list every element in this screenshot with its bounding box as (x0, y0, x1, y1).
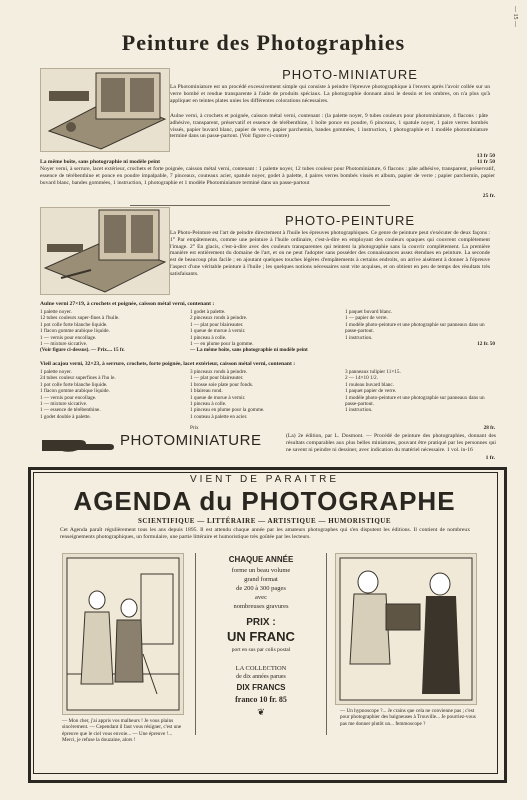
peinture-box-2-col1 (40, 369, 190, 420)
list-item: — La même boîte, sans photographie ni modèle peint (190, 347, 308, 354)
agenda-intro: Cet Agenda paraît régulièrement tous les ans depuis 1895. Il est attendu chaque année par les amateurs photographes qui s'en disputent les éditions. Il contient de nombreux renseignements photographiques, un formulaire, une partie littéraire et humoristique très goûtée par les lecteurs. (60, 527, 470, 540)
list-item: 1 palette noyer. (40, 369, 72, 375)
list-item: 1 — plat pour blaireauter. (190, 321, 244, 328)
agenda-offer-panel (195, 553, 327, 735)
list-item: 2 — 14×10 1/2. (345, 375, 378, 382)
peinture-box-1-col3 (345, 309, 495, 347)
left-cartoon-caption: — Mon cher, j'ai appris vos malheurs ! Je vous plains sincèrement. — Cependant il faut vous résigner, c'est une épreuve que le ciel vous envoie... — Une épreuve !... Merci, je refuse la douzaine, alors ! (62, 718, 182, 744)
agenda-title: AGENDA du PHOTOGRAPHE (73, 486, 456, 516)
collection-price: franco 10 fr. 85 (235, 695, 287, 704)
list-item: 1 pot colle forte blanche liquide. (40, 321, 108, 328)
list-item: 12 fr. 50 (477, 341, 495, 348)
offer-line: CHAQUE ANNÉE (228, 555, 294, 564)
list-item: 1 instruction. (345, 334, 373, 341)
price-label: Prix (190, 425, 199, 431)
list-item: 1 queue de morue à vernir. (190, 328, 246, 335)
list-item: 1 flacon gomme arabique liquide. (40, 388, 110, 395)
page-title: Peinture des Photographies (121, 30, 406, 55)
list-item: 1 godet double à palette. (40, 413, 91, 420)
price-value: 28 fr. (483, 425, 495, 431)
offer-line: avec (255, 594, 267, 601)
photo-miniature-intro: La Photominiature est un procédé excessivement simple qui consiste à peindre l'épreuve photographique à l'envers après l'avoir collée sur un verre bombé et rendue transparente à l'aide de produits spéciaux. La photographie donnant ainsi le dessin et les ombres, on n'a plus qu'à appliquer en teintes plates unies les différentes colorations nécessaires. (170, 84, 490, 104)
list-item: 1 paquet papier de verre. (345, 388, 397, 395)
photo-miniature-item-1-price: 13 fr 50 (476, 153, 495, 159)
offer-line: nombreuses gravures (233, 603, 289, 610)
peinture-box-2-heading: Vieil acajou verni, 32×23, à serrure, crochets, forte poignée, lacet extérieur, caisson métal verni, contenant : (40, 361, 296, 367)
agenda-banner: VIENT DE PARAITRE (190, 474, 339, 485)
list-item: 1 — mixture siccative. (40, 401, 88, 408)
peinture-box-2-col2 (190, 369, 345, 420)
list-item: 1 — papier de verre. (345, 315, 388, 322)
price-note: port en sus par colis postal (231, 647, 291, 653)
list-item: 1 flacon gomme arabique liquide. (40, 328, 110, 335)
list-item: 1 — vernis pour encollage. (40, 394, 97, 401)
peinture-box-1-col2 (190, 309, 345, 354)
list-item: 1 — plat pour blaireauter. (190, 375, 244, 382)
book-title: PHOTOMINIATURE (120, 432, 262, 449)
price-value: UN FRANC (227, 629, 295, 644)
collection-line: LA COLLECTION (235, 665, 287, 672)
photo-miniature-item-2-price: 11 fr 50 (477, 159, 495, 165)
list-item: 1 pot colle forte blanche liquide. (40, 381, 108, 388)
list-item: 1 paquet buvard blanc. (345, 309, 393, 315)
offer-line: de 200 à 300 pages (236, 585, 286, 592)
right-cartoon-caption: — Un hypnoscope ?... Je crains que cela ne convienne pas ; c'est pour photographier des baigneuses à Trouville... Je pourriez-vous pas me donner plutôt un... femmoscope ? (340, 708, 476, 727)
list-item: 24 tubes couleur superfines à l'hu le. (40, 375, 116, 382)
offer-line: grand format (244, 576, 278, 583)
list-item: 1 couteau à palette en acier. (190, 413, 248, 420)
list-item: 2 pinceaux ronds à peindre. (190, 315, 248, 322)
peinture-box-2-col3 (345, 369, 495, 414)
peinture-box-illustration (40, 207, 170, 295)
section-heading-photo-miniature: PHOTO-MINIATURE (282, 67, 418, 82)
section-heading-photo-peinture: PHOTO-PEINTURE (284, 213, 416, 228)
list-item: 1 modèle photo-peinture et une photographie sur panneaux dans un passe-partout. (345, 321, 485, 335)
list-item: 1 queue de morue à vernir. (190, 394, 246, 401)
collection-line: de dix années parues (236, 674, 286, 680)
page-number: — 15 — (512, 6, 518, 27)
photo-miniature-item-2: La même boîte, sans photographie ni modèle peint (40, 159, 160, 165)
peinture-box-2-price-line (190, 425, 495, 431)
price-label: PRIX : (246, 617, 276, 628)
peinture-box-1-col1 (40, 309, 190, 354)
photo-miniature-item-3-price: 25 fr. (482, 193, 495, 199)
book-price: 1 fr. (485, 455, 495, 461)
list-item: 1 modèle photo-peinture et une photographie sur panneaux dans un passe-partout. (345, 394, 485, 408)
list-item: 1 palette noyer. (40, 309, 72, 315)
list-item: 12 tubes couleurs super-fines à l'huile. (40, 315, 120, 322)
list-item: 1 rouleau buvard blanc. (345, 381, 394, 388)
photo-miniature-item-3: Noyer verni, à serrure, lacet extérieur, crochets et forte poignée, caisson métal verni, contenant : 1 palette noyer, 12 tubes couleur pour Photominiature, 6 flacons : pâte adhésive, transparent, préservatif, essence de térébenthine et ponce en poudre impalpable, 7 pinceaux, couteaux acier, spatule noyer, godet à palette, 4 paires verres bombés vissés et album, papier de verre ; papier parchemin, papier buvard blanc, bandes gommées, 1 instruction, 1 photographie et 1 modèle Photominiature terminé dans un passe-partout (40, 166, 495, 186)
list-item: 1 pinceau à colle. (190, 401, 227, 408)
agenda-subtitle: SCIENTIFIQUE — LITTÉRAIRE — ARTISTIQUE — HUMORISTIQUE (137, 517, 392, 525)
list-item: 1 — vernis pour encollage. (40, 334, 97, 341)
list-item: 1 brosse soie plate pour fonds. (190, 381, 254, 388)
right-cartoon-illustration (335, 553, 477, 705)
ornament-icon: ❦ (257, 707, 265, 717)
section-divider (130, 205, 390, 206)
offer-line: forme un beau volume (231, 567, 291, 574)
photo-miniature-item-1: Aulne verni, à crochets et poignée, caisson métal verni, contenant : (la palette noyer, 9 tubes couleurs pour photominiature, 4 flacons : pâte adhésive, transparent, préservatif et essence de térébenthine, 1 boîte ponce en poudre, 6 pinceaux, 1 spatule noyer, 1 paire verres bombés vissés, papier buvard blanc, papier de verre, papier parchemin, bandes gommées, 1 instruction, 1 photographie et 1 modèle photominiature terminé dans un passe-partout. (Voir figure ci-contre) (170, 113, 488, 140)
miniature-box-illustration (40, 68, 170, 152)
list-item: 1 pinceau en plume pour la gomme. (190, 407, 265, 414)
list-item: 1 — mixture siccative. (40, 341, 88, 348)
pointing-hand-icon (40, 434, 115, 454)
peinture-box-1-heading: Aulne verni 27×19, à crochets et poignée, caisson métal verni, contenant : (40, 301, 215, 307)
list-item: 3 panneaux tulipier 11×15. (345, 369, 401, 375)
book-description: (La) 2e édition, par L. Dosmont. — Procédé de peinture des photographies, donnant des résultats comparables aux plus belles miniatures, pouvant être pratiqué par les personnes qui ne savent ni peindre ni dessiner, avec indication du matériel nécessaire. 1 vol. in-16 (286, 433, 496, 453)
list-item: (Voir figure ci-dessus). — Prix.... 15 fr. (40, 347, 125, 354)
list-item: 1 godet à palette. (190, 309, 226, 315)
list-item: 1 — en plume pour la gomme. (190, 341, 254, 348)
list-item: 3 pinceaux ronds à peindre. (190, 369, 248, 375)
photo-peinture-intro: La Photo-Peinture est l'art de peindre directement à l'huile les épreuves photographiques. Ce genre de peinture peut s'exécuter de deux façons : 1° Par empâtements, comme une peinture à l'huile ordinaire, c'est-à-dire en employant des couleurs opaques qui couvrent complètement l'image. 2° En glacis, c'est-à-dire avec des couleurs transparentes qui teintent la photographie sans la couvrir complètement. La première manière est entièrement du domaine de l'art, et on ne peut l'adopter sans posséder des connaissances assez étendues en peinture. La seconde est de beaucoup plus facile ; en ajoutant quelques touches légères d'empâtements à certains endroits, on arrive aisément à donner à l'épreuve l'aspect d'une véritable peinture à l'huile ; les quelques notions nécessaires sont vite acquises, et on obtient en peu de temps des résultats très satisfaisants. (170, 230, 490, 277)
collection-line: DIX FRANCS (236, 683, 286, 692)
left-cartoon-illustration (62, 553, 184, 715)
list-item: 1 — essence de térébenthine. (40, 407, 101, 414)
list-item: 1 blaireau rond. (190, 388, 223, 395)
list-item: 1 pinceau à colle. (190, 334, 227, 341)
list-item: 1 instruction. (345, 407, 373, 414)
